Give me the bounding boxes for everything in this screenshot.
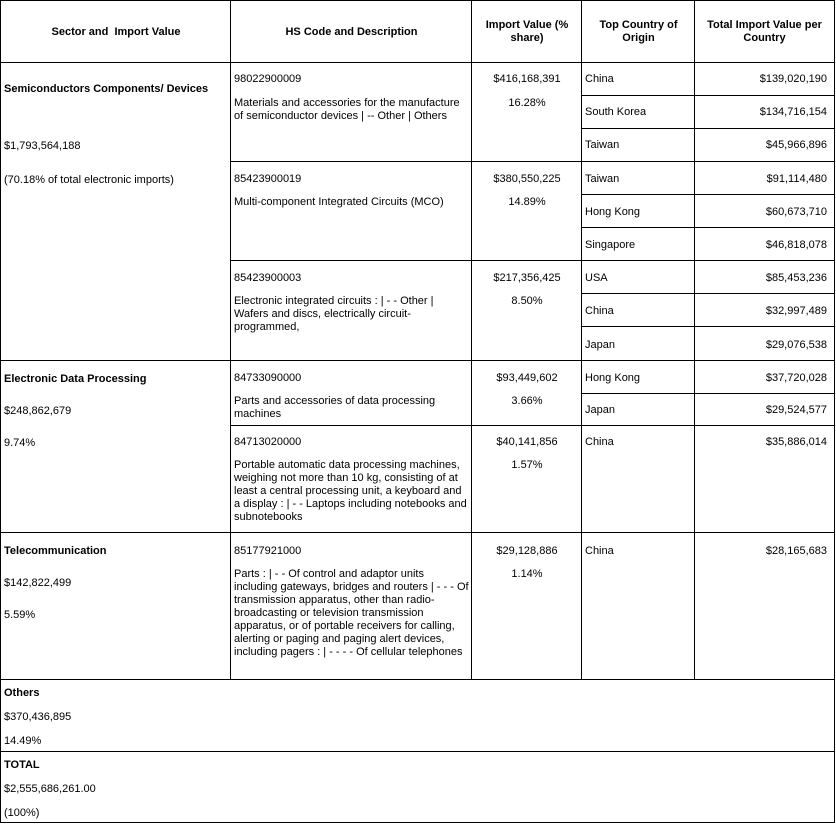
country-value: $91,114,480 <box>766 173 827 185</box>
country-name: Japan <box>585 339 615 351</box>
country-name: China <box>585 73 614 85</box>
hs-description: Parts : | - - Of control and adaptor units including gateways, bridges and routers | - - - Of transmission apparatus, other than radio-broadcasting or television transmission apparatus, or of portable receivers for calling, alerting or paging and paging alert devices, including pagers : | - - - - Of cellular telephones <box>234 568 469 658</box>
hs-description: Portable automatic data processing machines, weighing not more than 10 kg, consisting of at least a central processing unit, a keyboard and a display : | - - Laptops including notebooks and subnotebooks <box>234 459 467 523</box>
header-total-per-country <box>694 0 835 63</box>
others-name: Others <box>4 687 40 699</box>
country-name: Taiwan <box>585 173 620 185</box>
hs-item <box>230 360 472 426</box>
sector-telecommunication <box>0 532 231 680</box>
sector-value: $1,793,564,188 <box>4 140 81 152</box>
hs-item <box>230 532 472 680</box>
item-share: 3.66% <box>511 395 543 407</box>
country-name: South Korea <box>585 106 647 118</box>
item-share: 14.89% <box>508 196 546 208</box>
others-share: 14.49% <box>4 735 42 747</box>
hs-code: 85423900003 <box>234 272 302 284</box>
country-value-cell <box>694 194 835 228</box>
sector-share: 5.59% <box>4 609 36 621</box>
item-share: 1.14% <box>511 568 543 580</box>
country-value: $37,720,028 <box>765 372 827 384</box>
header-country <box>581 0 695 63</box>
item-import-value <box>471 532 582 680</box>
item-value: $380,550,225 <box>493 173 561 185</box>
total-name: TOTAL <box>4 759 40 771</box>
country-value: $35,886,014 <box>765 436 827 448</box>
hs-item <box>230 260 472 361</box>
total-share: (100%) <box>4 807 40 819</box>
country-value-cell <box>694 227 835 261</box>
header-country-label: Top Country of Origin <box>599 19 678 44</box>
hs-code: 84713020000 <box>234 436 302 448</box>
country-row <box>581 393 695 426</box>
country-value: $85,453,236 <box>765 272 827 284</box>
country-name: Hong Kong <box>585 372 641 384</box>
country-value-cell <box>694 326 835 361</box>
item-import-value <box>471 260 582 361</box>
country-value-cell <box>694 161 835 195</box>
country-name: Taiwan <box>585 139 620 151</box>
country-name: Hong Kong <box>585 206 641 218</box>
header-sector-label: Sector and Import Value <box>51 25 181 38</box>
header-total-label: Total Import Value per Country <box>707 19 822 44</box>
sector-name: Electronic Data Processing <box>4 373 147 385</box>
country-row <box>581 227 695 261</box>
item-import-value <box>471 161 582 261</box>
total-row <box>0 751 835 823</box>
country-value: $46,818,078 <box>765 239 827 251</box>
country-value: $45,966,896 <box>765 139 827 151</box>
header-sector <box>0 0 231 63</box>
country-name: China <box>585 305 614 317</box>
total-value: $2,555,686,261.00 <box>4 783 96 795</box>
country-value: $139,020,190 <box>759 73 827 85</box>
hs-item <box>230 62 472 162</box>
country-value-cell <box>694 260 835 294</box>
hs-description: Parts and accessories of data processing machines <box>234 395 436 420</box>
hs-code: 85423900019 <box>234 173 302 185</box>
header-import-value-label: Import Value (% share) <box>485 19 569 44</box>
sector-value: $248,862,679 <box>4 405 72 417</box>
others-row <box>0 679 835 752</box>
country-row <box>581 161 695 195</box>
hs-code: 98022900009 <box>234 73 302 85</box>
sector-semiconductors <box>0 62 231 361</box>
item-value: $93,449,602 <box>496 372 558 384</box>
item-value: $416,168,391 <box>493 73 561 85</box>
item-import-value <box>471 62 582 162</box>
country-value-cell <box>694 293 835 327</box>
country-row <box>581 326 695 361</box>
hs-description: Electronic integrated circuits : | - - Other | Wafers and discs, electrically circuit-programmed, <box>234 295 434 333</box>
country-row <box>581 532 695 680</box>
country-value-cell <box>694 95 835 129</box>
header-hs-code <box>230 0 472 63</box>
header-import-value <box>471 0 582 63</box>
country-name: Japan <box>585 404 615 416</box>
country-value: $134,716,154 <box>759 106 827 118</box>
country-value-cell <box>694 425 835 533</box>
item-share: 16.28% <box>508 97 546 109</box>
country-value: $29,524,577 <box>765 404 827 416</box>
item-value: $217,356,425 <box>493 272 561 284</box>
sector-share: (70.18% of total electronic imports) <box>4 174 174 186</box>
country-row <box>581 95 695 129</box>
country-name: USA <box>585 272 608 284</box>
country-value-cell <box>694 393 835 426</box>
country-value-cell <box>694 128 835 162</box>
item-share: 1.57% <box>511 459 543 471</box>
country-row <box>581 425 695 533</box>
item-value: $29,128,886 <box>496 545 558 557</box>
sector-electronic-data-processing <box>0 360 231 533</box>
country-value: $60,673,710 <box>765 206 827 218</box>
sector-value: $142,822,499 <box>4 577 72 589</box>
sector-share: 9.74% <box>4 437 36 449</box>
hs-item <box>230 425 472 533</box>
country-row <box>581 260 695 294</box>
country-row <box>581 293 695 327</box>
country-row <box>581 194 695 228</box>
country-value: $32,997,489 <box>765 305 827 317</box>
item-value: $40,141,856 <box>496 436 558 448</box>
country-row <box>581 360 695 394</box>
item-share: 8.50% <box>511 295 543 307</box>
item-import-value <box>471 360 582 426</box>
hs-description: Materials and accessories for the manufacture of semiconductor devices | -- Other | Others <box>234 97 460 122</box>
hs-code: 84733090000 <box>234 372 302 384</box>
others-value: $370,436,895 <box>4 711 72 723</box>
country-name: China <box>585 436 614 448</box>
country-value-cell <box>694 532 835 680</box>
hs-code: 85177921000 <box>234 545 302 557</box>
country-value: $29,076,538 <box>765 339 827 351</box>
country-name: China <box>585 545 614 557</box>
country-row <box>581 128 695 162</box>
hs-item <box>230 161 472 261</box>
header-hs-label: HS Code and Description <box>285 25 418 38</box>
country-value: $28,165,683 <box>765 545 827 557</box>
country-row <box>581 62 695 96</box>
item-import-value <box>471 425 582 533</box>
country-name: Singapore <box>585 239 636 251</box>
hs-description: Multi-component Integrated Circuits (MCO) <box>234 196 444 208</box>
sector-name: Semiconductors Components/ Devices <box>4 83 209 95</box>
country-value-cell <box>694 62 835 96</box>
sector-name: Telecommunication <box>4 545 107 557</box>
country-value-cell <box>694 360 835 394</box>
